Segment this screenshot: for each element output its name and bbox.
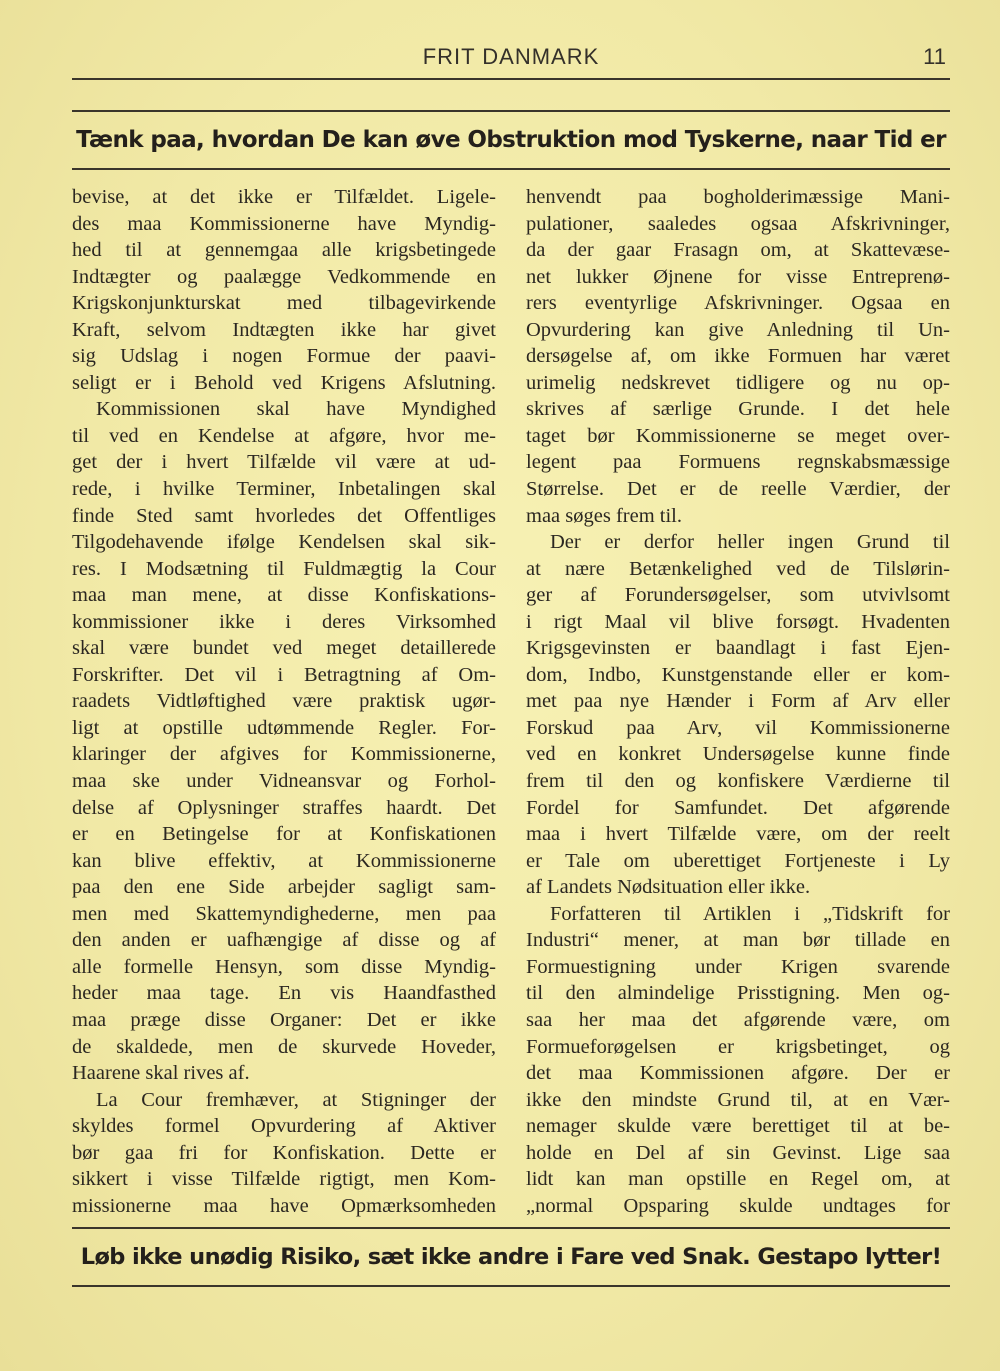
text-line: res. I Modsætning til Fuldmægtig la Cour — [72, 557, 496, 580]
bottom-slogan-text: Løb ikke unødig Risiko, sæt ikke andre i Fare ved Snak. Gestapo lytter! — [80, 1244, 942, 1270]
text-line: legent paa Formuens regnskabsmæssige — [526, 451, 950, 474]
text-line: lidt kan man opstille en Regel om, at — [526, 1168, 950, 1191]
text-line: er en Betingelse for at Konfiskationen — [72, 823, 496, 846]
text-line: des maa Kommissionerne have Myndig- — [72, 212, 496, 235]
text-line: at nære Betænkelighed ved de Tilslørin- — [526, 557, 950, 580]
text-line: „normal Opsparing skulde undtages for — [526, 1194, 950, 1217]
text-line: rers eventyrlige Afskrivninger. Ogsaa en — [526, 292, 950, 315]
text-line: maa ske under Vidneansvar og Forhol- — [72, 770, 496, 793]
text-line: bevise, at det ikke er Tilfældet. Ligele- — [72, 186, 496, 208]
running-head — [72, 42, 950, 80]
text-line: frem til den og konfiskere Værdierne til — [526, 770, 950, 793]
text-line: finde Sted samt hvorledes det Offentliges — [72, 504, 496, 527]
text-line: dersøgelse af, om ikke Formuen har været — [526, 345, 950, 368]
text-line: Industri“ mener, at man bør tillade en — [526, 929, 950, 952]
text-line: Forskud paa Arv, vil Kommissionerne — [526, 716, 950, 739]
text-line: skrives af særlige Grunde. I det hele — [526, 398, 950, 421]
text-line: til den almindelige Prisstigning. Men og- — [526, 982, 950, 1005]
text-line: sig Udslag i nogen Formue der paavi- — [72, 345, 496, 368]
text-line: saa her maa det afgørende være, om — [526, 1008, 950, 1031]
text-line: delse af Oplysninger straffes haardt. Det — [72, 796, 496, 819]
text-line: Størrelse. Det er de reelle Værdier, der — [526, 478, 950, 501]
text-line: get der i hvert Tilfælde vil være at ud- — [72, 451, 496, 474]
text-line: missionerne maa have Opmærksomheden — [72, 1194, 496, 1217]
paper-name: FRIT DANMARK — [422, 44, 600, 69]
text-line: Forskrifter. Det vil i Betragtning af Om- — [72, 663, 496, 686]
text-line: Forfatteren til Artiklen i „Tidskrift for — [550, 902, 950, 925]
text-line: i rigt Maal vil blive forsøgt. Hvadenten — [526, 610, 950, 633]
text-line: da der gaar Frasagn om, at Skattevæse- — [526, 239, 950, 262]
text-line: met paa nye Hænder i Form af Arv eller — [526, 690, 950, 713]
text-line: er Tale om uberettiget Fortjeneste i Ly — [526, 849, 950, 872]
text-line: skyldes formel Opvurdering af Aktiver — [72, 1115, 496, 1138]
top-slogan-text: Tænk paa, hvordan De kan øve Obstruktion mod Tyskerne, naar Tid er — [76, 127, 946, 153]
text-line: paa den ene Side arbejder sagligt sam- — [72, 876, 496, 899]
text-line: La Cour fremhæver, at Stigninger der — [96, 1088, 496, 1111]
text-line: ger af Forundersøgelser, som utvivlsomt — [526, 584, 950, 607]
text-line: det maa Kommissionen afgøre. Der er — [526, 1062, 950, 1085]
text-line: Kommissionen skal have Myndighed — [96, 398, 496, 421]
text-line: men med Skattemyndighederne, men paa — [72, 902, 496, 925]
text-line: pulationer, saaledes ogsaa Afskrivninger, — [526, 212, 950, 235]
text-line: de skaldede, men de skurvede Hoveder, — [72, 1035, 496, 1058]
bottom-slogan-banner — [72, 1227, 950, 1287]
text-line: til ved en Kendelse at afgøre, hvor me- — [72, 424, 496, 447]
text-line: ved en konkret Undersøgelse kunne finde — [526, 743, 950, 766]
text-line: dom, Indbo, Kunstgenstande eller er kom- — [526, 663, 950, 686]
text-line: Krigsgevinsten er baandlagt i fast Ejen- — [526, 637, 950, 660]
text-line: sikkert i visse Tilfælde rigtigt, men Kom- — [72, 1168, 496, 1191]
text-line: alle formelle Hensyn, som disse Myndig- — [72, 955, 496, 978]
text-line: net lukker Øjnene for visse Entreprenø- — [526, 265, 950, 288]
text-line: maa i hvert Tilfælde være, om der reelt — [526, 823, 950, 846]
text-line: holde en Del af sin Gevinst. Lige saa — [526, 1141, 950, 1164]
text-line: af Landets Nødsituation eller ikke. — [526, 876, 811, 899]
text-line: den anden er uafhængige af disse og af — [72, 929, 496, 952]
page-number: 11 — [923, 44, 946, 69]
text-line: Krigskonjunkturskat med tilbagevirkende — [72, 292, 496, 315]
text-line: hed til at gennemgaa alle krigsbetingede — [72, 239, 496, 262]
text-line: Fordel for Samfundet. Det afgørende — [526, 796, 950, 819]
text-line: Formueforøgelsen er krigsbetinget, og — [526, 1035, 950, 1058]
text-line: rede, i hvilke Terminer, Inbetalingen skal — [72, 478, 496, 501]
right-column — [526, 184, 950, 1217]
left-column — [72, 184, 496, 1217]
text-line: Opvurdering kan give Anledning til Un- — [526, 318, 950, 341]
text-line: urimelig nedskrevet tidligere og nu op- — [526, 371, 950, 394]
text-line: skal være bundet ved meget detaillerede — [72, 637, 496, 660]
text-line: seligt er i Behold ved Krigens Afslutning. — [72, 371, 496, 394]
text-line: ikke den mindste Grund til, at en Vær- — [526, 1088, 950, 1111]
text-line: ligt at opstille udtømmende Regler. For- — [72, 716, 496, 739]
text-line: Haarene skal rives af. — [72, 1062, 250, 1085]
text-line: nemager skulde være berettiget til at be- — [526, 1115, 950, 1138]
text-line: raadets Vidtløftighed være praktisk ugør- — [72, 690, 496, 713]
text-line: klaringer der afgives for Kommissionerne, — [72, 743, 496, 766]
text-line: heder maa tage. En vis Haandfasthed — [72, 982, 496, 1005]
text-line: Der er derfor heller ingen Grund til — [550, 531, 950, 554]
text-line: maa præge disse Organer: Det er ikke — [72, 1008, 496, 1031]
text-line: kommissioner ikke i deres Virksomhed — [72, 610, 496, 633]
text-line: henvendt paa bogholderimæssige Mani- — [526, 186, 950, 208]
article-columns — [72, 184, 950, 1217]
text-line: taget bør Kommissionerne se meget over- — [526, 424, 950, 447]
text-line: bør gaa fri for Konfiskation. Dette er — [72, 1141, 496, 1164]
top-slogan-banner — [72, 110, 950, 170]
text-line: Kraft, selvom Indtægten ikke har givet — [72, 318, 496, 341]
text-line: maa søges frem til. — [526, 504, 682, 527]
text-line: maa man mene, at disse Konfiskations- — [72, 584, 496, 607]
text-line: Tilgodehavende ifølge Kendelsen skal sik- — [72, 531, 496, 554]
text-line: Formuestigning under Krigen svarende — [526, 955, 950, 978]
text-line: kan blive effektiv, at Kommissionerne — [72, 849, 496, 872]
text-line: Indtægter og paalægge Vedkommende en — [72, 265, 496, 288]
